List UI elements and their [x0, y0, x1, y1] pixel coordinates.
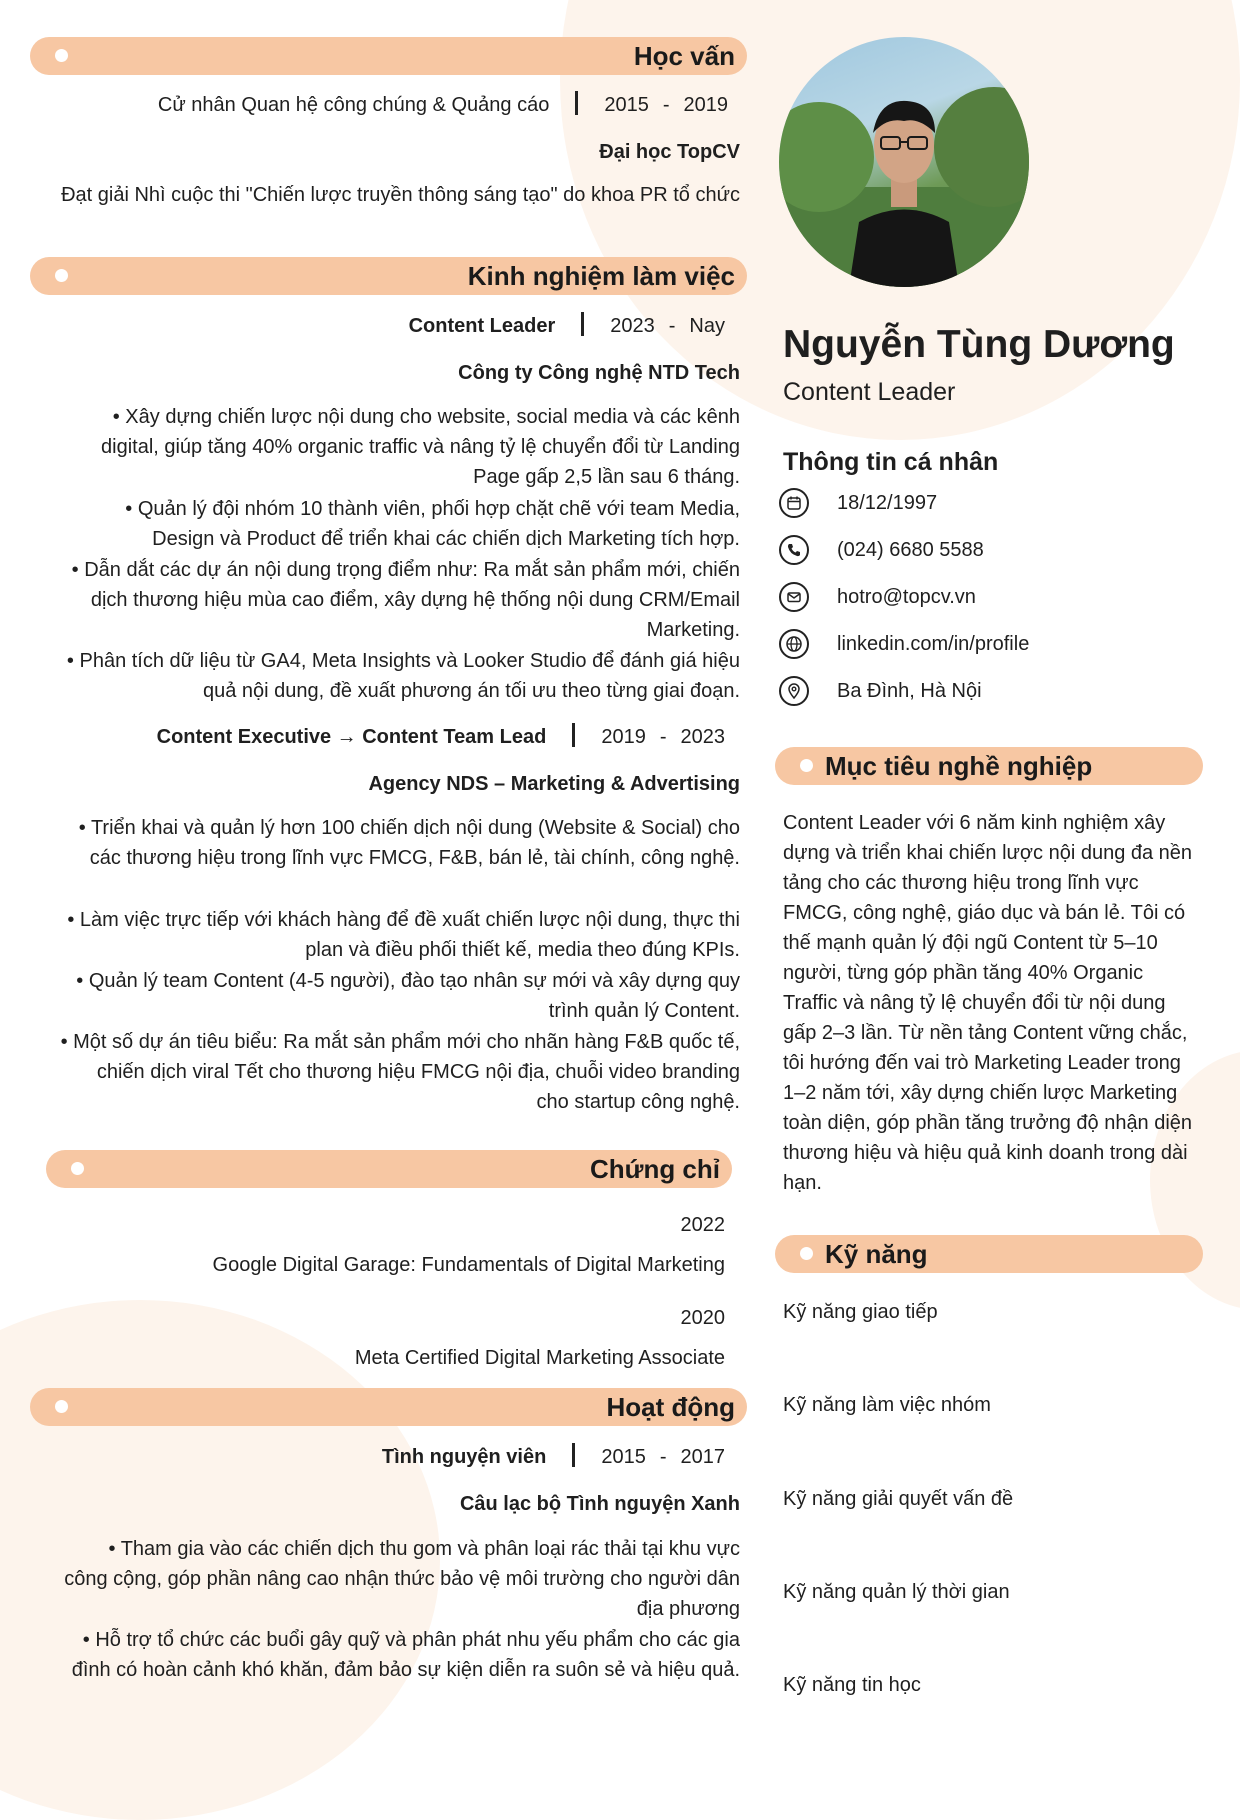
info-phone [775, 533, 1215, 567]
education-school: Đại học TopCV [599, 141, 740, 163]
bullet-dot [800, 759, 813, 772]
bullet-dot [71, 1162, 84, 1175]
separator [572, 1443, 575, 1467]
separator [572, 723, 575, 747]
profile-photo [779, 37, 1029, 287]
phone-icon [779, 535, 809, 565]
job-2-bullet: • Quản lý team Content (4-5 người), đào tạo nhân sự mới và xây dựng quy trình quản lý Content. [76, 970, 740, 1022]
skill-item: Kỹ năng làm việc nhóm [783, 1394, 991, 1416]
section-title-skills: Kỹ năng [825, 1239, 928, 1269]
dash: - [659, 1446, 667, 1468]
globe-icon [779, 629, 809, 659]
info-address-value: Ba Đình, Hà Nội [837, 680, 982, 702]
profile-position: Content Leader [783, 378, 956, 406]
skill-item: Kỹ năng tin học [783, 1674, 921, 1696]
job-2-end: 2023 [680, 726, 725, 748]
person-silhouette-icon [779, 37, 1029, 287]
activity-bullet: • Tham gia vào các chiến dịch thu gom và phân loại rác thải tại khu vực công cộng, góp phần nâng cao nhận thức bảo vệ môi trường cho người dân địa phương [64, 1538, 740, 1620]
info-dob [775, 486, 1215, 520]
job-2-title: Content Executive → Content Team Lead [156, 726, 547, 748]
section-title-objective: Mục tiêu nghề nghiệp [825, 751, 1093, 781]
section-title-certificates: Chứng chỉ [589, 1154, 720, 1184]
activity-role: Tình nguyện viên [381, 1446, 547, 1468]
job-1-header [60, 311, 725, 341]
section-bar-activities [30, 1388, 747, 1426]
job-1-bullet: • Dẫn dắt các dự án nội dung trọng điểm như: Ra mắt sản phẩm mới, chiến dịch thương hiệu mùa cao điểm, xây dựng hệ thống nội dung CRM/Email Marketing. [71, 559, 740, 641]
separator [581, 312, 584, 336]
education-end: 2019 [683, 94, 728, 116]
certificate-name: Google Digital Garage: Fundamentals of Digital Marketing [212, 1254, 725, 1276]
job-1-bullet: • Quản lý đội nhóm 10 thành viên, phối hợp chặt chẽ với team Media, Design và Product để triển khai các chiến dịch Marketing tích hợp. [125, 498, 740, 550]
section-title-education: Học vấn [633, 41, 735, 71]
education-start: 2015 [604, 94, 649, 116]
job-2-start: 2019 [601, 726, 646, 748]
activity-end: 2017 [680, 1446, 725, 1468]
section-title-activities: Hoạt động [606, 1392, 735, 1422]
section-bar-skills [775, 1235, 1203, 1273]
job-2-header [60, 722, 725, 752]
profile-name: Nguyễn Tùng Dương [783, 323, 1175, 366]
job-2-bullet: • Làm việc trực tiếp với khách hàng để đề xuất chiến lược nội dung, thực thi plan và điều phối thiết kế, media theo đúng KPIs. [67, 909, 740, 961]
section-bar-certificates [46, 1150, 732, 1188]
info-address [775, 674, 1215, 708]
bullet-dot [55, 49, 68, 62]
skill-item: Kỹ năng giao tiếp [783, 1301, 938, 1323]
activity-org: Câu lạc bộ Tình nguyện Xanh [459, 1493, 740, 1515]
info-phone-value: (024) 6680 5588 [837, 539, 984, 561]
education-note: Đạt giải Nhì cuộc thi "Chiến lược truyền thông sáng tạo" do khoa PR tổ chức [61, 184, 740, 206]
email-icon [779, 582, 809, 612]
activity-header [60, 1442, 725, 1472]
dash: - [668, 315, 676, 337]
info-dob-value: 18/12/1997 [837, 492, 938, 514]
activity-start: 2015 [601, 1446, 646, 1468]
job-2-bullet: • Triển khai và quản lý hơn 100 chiến dịch nội dung (Website & Social) cho các thương hiệu trong lĩnh vực FMCG, F&B, bán lẻ, tài chính, công nghệ. [78, 817, 740, 869]
job-1-start: 2023 [610, 315, 655, 337]
activity-bullet: • Hỗ trợ tổ chức các buổi gây quỹ và phân phát nhu yếu phẩm cho các gia đình có hoàn cảnh khó khăn, đảm bảo sự kiện diễn ra suôn sẻ và hiệu quả. [71, 1629, 740, 1681]
certificate-year: 2022 [680, 1214, 725, 1236]
education-degree: Cử nhân Quan hệ công chúng & Quảng cáo [157, 94, 550, 116]
dash: - [662, 94, 670, 116]
info-website-value[interactable]: linkedin.com/in/profile [837, 633, 1030, 655]
job-1-company: Công ty Công nghệ NTD Tech [458, 362, 740, 384]
section-title-experience: Kinh nghiệm làm việc [467, 261, 735, 291]
certificate-name: Meta Certified Digital Marketing Associate [354, 1347, 725, 1369]
bullet-dot [800, 1247, 813, 1260]
skill-item: Kỹ năng quản lý thời gian [783, 1581, 1010, 1603]
education-degree-row [60, 90, 728, 120]
location-pin-icon [779, 676, 809, 706]
dash: - [659, 726, 667, 748]
job-1-bullet: • Phân tích dữ liệu từ GA4, Meta Insights và Looker Studio để đánh giá hiệu quả nội dung, đề xuất phương án tối ưu theo từng giai đoạn. [66, 650, 740, 702]
calendar-icon [779, 488, 809, 518]
certificate-year: 2020 [680, 1307, 725, 1329]
job-2-company: Agency NDS – Marketing & Advertising [368, 773, 740, 795]
info-heading: Thông tin cá nhân [783, 448, 999, 476]
bullet-dot [55, 1400, 68, 1413]
info-website [775, 627, 1215, 661]
job-1-title: Content Leader [408, 315, 556, 337]
section-bar-objective [775, 747, 1203, 785]
section-bar-experience [30, 257, 747, 295]
job-1-bullet: • Xây dựng chiến lược nội dung cho website, social media và các kênh digital, giúp tăng 40% organic traffic và nâng tỷ lệ chuyển đổi từ Landing Page gấp 2,5 lần sau 6 tháng. [101, 406, 740, 488]
info-email-value[interactable]: hotro@topcv.vn [837, 586, 976, 608]
job-2-bullet: • Một số dự án tiêu biểu: Ra mắt sản phẩm mới cho nhãn hàng F&B quốc tế, chiến dịch viral Tết cho thương hiệu FMCG nội địa, chuỗi video branding cho startup công nghệ. [60, 1031, 740, 1113]
objective-text: Content Leader với 6 năm kinh nghiệm xây dựng và triển khai chiến lược nội dung đa nền tảng cho các thương hiệu trong lĩnh vực FMCG, công nghệ, giáo dục và bán lẻ. Tôi có thế mạnh quản lý đội ngũ Content từ 5–10 người, từng góp phần tăng 40% Organic Traffic và nâng tỷ lệ chuyển đổi từ nội dung gấp 2–3 lần. Từ nền tảng Content vững chắc, tôi hướng đến vai trò Marketing Leader trong 1–2 năm tới, xây dựng chiến lược Marketing toàn diện, góp phần tăng trưởng độ nhận diện thương hiệu và hiệu quả kinh doanh trong dài hạn. [783, 812, 1193, 1194]
skill-item: Kỹ năng giải quyết vấn đề [783, 1488, 1014, 1510]
section-bar-education [30, 37, 747, 75]
bullet-dot [55, 269, 68, 282]
separator [575, 91, 578, 115]
info-email [775, 580, 1215, 614]
job-1-end: Nay [689, 315, 725, 337]
